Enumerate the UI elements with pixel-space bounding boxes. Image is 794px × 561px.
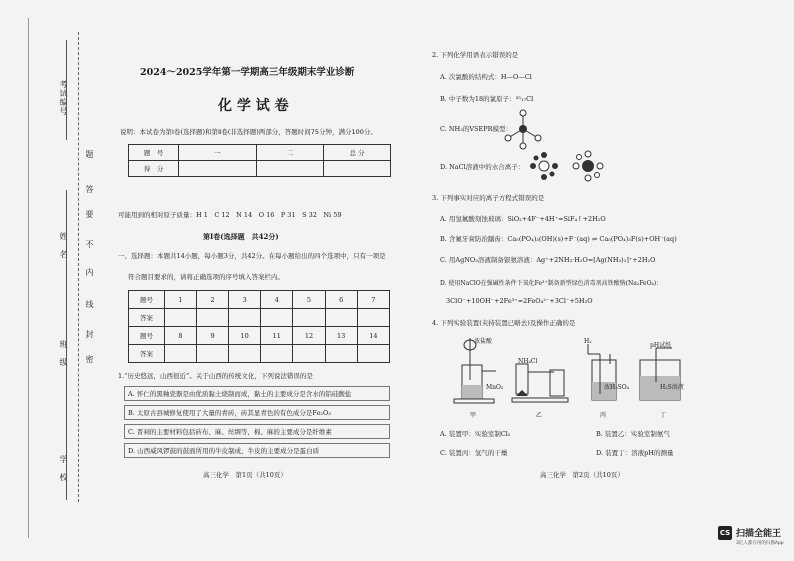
q4-stem: 4. 下列实验装置(夹持装置已略去)及操作正确的是	[432, 319, 576, 327]
class-label: 班 级	[59, 340, 68, 367]
q4-option-d[interactable]: D. 装置丁：溶液pH的测量	[596, 449, 674, 457]
answer-cell[interactable]	[164, 345, 196, 363]
label-h2: H₂	[584, 338, 592, 345]
q2-option-c[interactable]: C. NH₃的VSEPR模型：	[440, 125, 512, 133]
answer-cell: 8	[164, 327, 196, 345]
score-cell: 题 号	[129, 145, 179, 161]
answer-cell[interactable]	[164, 309, 196, 327]
q3-option-c[interactable]: C. 用AgNO₃溶液制备银氨溶液：Ag⁺+2NH₃·H₂O=[Ag(NH₃)₂]⁺+2H₂O	[440, 256, 656, 264]
answer-cell: 题号	[129, 327, 165, 345]
watermark-subtitle: 3亿人都在用的扫描App	[736, 541, 784, 546]
answer-cell: 13	[325, 327, 357, 345]
q3-option-a[interactable]: A. 用氢氟酸刻蚀玻璃：SiO₂+4F⁻+4H⁺=SiF₄↑+2H₂O	[440, 215, 606, 223]
name-label: 姓 名	[59, 232, 68, 259]
answer-cell[interactable]	[197, 345, 229, 363]
label-h2so4: 浓H₂SO₄	[604, 384, 630, 391]
answer-cell[interactable]	[229, 345, 261, 363]
section1-intro: 符合题目要求的，请将正确选项的序号填入答案栏内。	[128, 273, 284, 281]
label-mno2: MnO₂	[486, 384, 504, 391]
answer-cell: 答案	[129, 345, 165, 363]
q1-option-b[interactable]: B. 太原古县城修复使用了大量的青砖，砖其显青色的有色成分是Fe₂O₃	[128, 409, 331, 417]
q3-option-d-equation: 3ClO⁻+10OH⁻+2Fe³⁺=2FeO₄²⁻+3Cl⁻+5H₂O	[446, 297, 593, 305]
answer-cell[interactable]	[357, 345, 389, 363]
q2-option-d[interactable]: D. NaCl溶液中的水合离子：	[440, 163, 525, 171]
score-cell[interactable]	[179, 161, 256, 177]
page2-footer: 高三化学 第2页（共10页）	[540, 471, 624, 479]
answer-cell: 题号	[129, 291, 165, 309]
answer-cell: 9	[197, 327, 229, 345]
answer-cell: 11	[261, 327, 293, 345]
exam-number-line	[66, 40, 67, 140]
score-cell: 二	[256, 145, 324, 161]
answer-cell[interactable]	[325, 309, 357, 327]
q4-option-b[interactable]: B. 装置乙：实验室制氨气	[596, 430, 670, 438]
answer-cell: 7	[357, 291, 389, 309]
seal-char: 答	[85, 185, 94, 194]
answer-cell[interactable]	[261, 309, 293, 327]
seal-char: 不	[85, 240, 94, 249]
seal-char: 要	[85, 210, 94, 219]
vsepr-model-icon	[498, 108, 548, 150]
exam-number-label: 考试编号	[59, 80, 68, 116]
seal-char: 线	[85, 300, 94, 309]
q3-option-b[interactable]: B. 含氟牙膏防治龋齿：Ca₅(PO₄)₃(OH)(s)+F⁻(aq) ⇌ Ca₅(PO₄)₃F(s)+OH⁻(aq)	[440, 235, 677, 243]
answer-cell[interactable]	[229, 309, 261, 327]
seal-char: 内	[85, 268, 94, 277]
q1-option-c[interactable]: C. 晋祠的主要材料包括砖布、麻、丝绸等，棉、麻的主要成分是纤维素	[128, 428, 332, 436]
answer-cell: 10	[229, 327, 261, 345]
answer-cell: 14	[357, 327, 389, 345]
label-hcl: 浓盐酸	[474, 338, 493, 345]
hydrated-ion-icon	[522, 150, 612, 182]
q3-stem: 3. 下列事实对应的离子方程式错误的是	[432, 194, 545, 202]
q4-option-c[interactable]: C. 装置丙：氢气的干燥	[440, 449, 508, 457]
apparatus-jia-icon	[452, 335, 502, 405]
label-bing: 丙	[600, 412, 607, 419]
seal-dashed-line	[78, 32, 79, 502]
label-ding: 丁	[660, 412, 667, 419]
score-table	[128, 144, 391, 177]
score-cell[interactable]	[324, 161, 391, 177]
answer-cell: 12	[293, 327, 325, 345]
apparatus-bing-icon	[578, 340, 628, 406]
subject-title: 化 学 试 卷	[218, 98, 289, 114]
answer-cell[interactable]	[325, 345, 357, 363]
exam-title: 2024～2025学年第一学期高三年级期末学业诊断	[140, 67, 355, 78]
answer-cell: 5	[293, 291, 325, 309]
apparatus-ding-icon	[636, 346, 692, 406]
school-label: 学 校	[59, 455, 68, 482]
q1-option-d[interactable]: D. 山西威风锣鼓的鼓面所用的牛皮制成，牛皮的主要成分是蛋白质	[128, 447, 320, 455]
left-border-line	[28, 18, 29, 538]
answer-cell: 6	[325, 291, 357, 309]
q1-stem: 1.“历史悠远，山西很近”。关于山西的传统文化，下列说法错误的是	[118, 372, 313, 380]
name-line	[66, 190, 67, 300]
label-h2s: H₂S溶液	[660, 384, 684, 391]
school-line	[66, 420, 67, 500]
atomic-masses: 可能用到的相对原子质量：H 1 C 12 N 14 O 16 P 31 S 32 Ni 59	[118, 211, 342, 219]
answer-cell[interactable]	[261, 345, 293, 363]
score-cell: 一	[179, 145, 256, 161]
label-yi: 乙	[536, 412, 543, 419]
answer-cell: 3	[229, 291, 261, 309]
watermark-title: 扫描全能王	[736, 529, 782, 539]
q2-option-b[interactable]: B. 中子数为18的氯原子：³⁵₁₇Cl	[440, 95, 534, 103]
label-jia: 甲	[470, 412, 477, 419]
class-line	[66, 300, 67, 420]
answer-cell[interactable]	[197, 309, 229, 327]
q1-option-a[interactable]: A. 怀仁的黑釉瓷器是由优质黏土烧制而成，黏土的主要成分是含水的铝硅酸盐	[128, 390, 352, 398]
section1-intro: 一、选择题：本题共14小题，每小题3分，共42分。在每小题给出的四个选项中，只有一项是	[118, 252, 386, 260]
label-ph: pH试纸	[650, 342, 672, 349]
instructions: 说明：本试卷为第Ⅰ卷(选择题)和第Ⅱ卷(非选择题)两部分，答题时间75分钟，满分100分。	[120, 128, 377, 136]
seal-char: 密	[85, 355, 94, 364]
answer-cell: 答案	[129, 309, 165, 327]
answer-cell: 1	[164, 291, 196, 309]
answer-cell[interactable]	[293, 345, 325, 363]
answer-table	[128, 290, 390, 363]
camscanner-logo-icon: CS	[718, 526, 732, 540]
score-cell: 总 分	[324, 145, 391, 161]
answer-cell: 4	[261, 291, 293, 309]
seal-char: 题	[85, 150, 94, 159]
q2-option-a[interactable]: A. 次氯酸的结构式：H—O—Cl	[440, 73, 532, 81]
score-cell: 得 分	[129, 161, 179, 177]
answer-cell[interactable]	[293, 309, 325, 327]
seal-char: 封	[85, 330, 94, 339]
page1-footer: 高三化学 第1页（共10页）	[203, 471, 287, 479]
label-nh4cl: NH₄Cl	[518, 358, 538, 365]
q2-stem: 2. 下列化学用语表示错误的是	[432, 51, 519, 59]
q3-option-d[interactable]: D. 使用NaClO在强碱性条件下氧化Fe³⁺制备新型绿色消毒剂高铁酸钠(Na₂FeO₄)：	[440, 280, 663, 287]
section1-heading: 第Ⅰ卷(选择题 共42分)	[203, 232, 279, 241]
q4-option-a[interactable]: A. 装置甲：实验室制Cl₂	[440, 430, 511, 438]
answer-cell[interactable]	[357, 309, 389, 327]
score-cell[interactable]	[256, 161, 324, 177]
answer-cell: 2	[197, 291, 229, 309]
